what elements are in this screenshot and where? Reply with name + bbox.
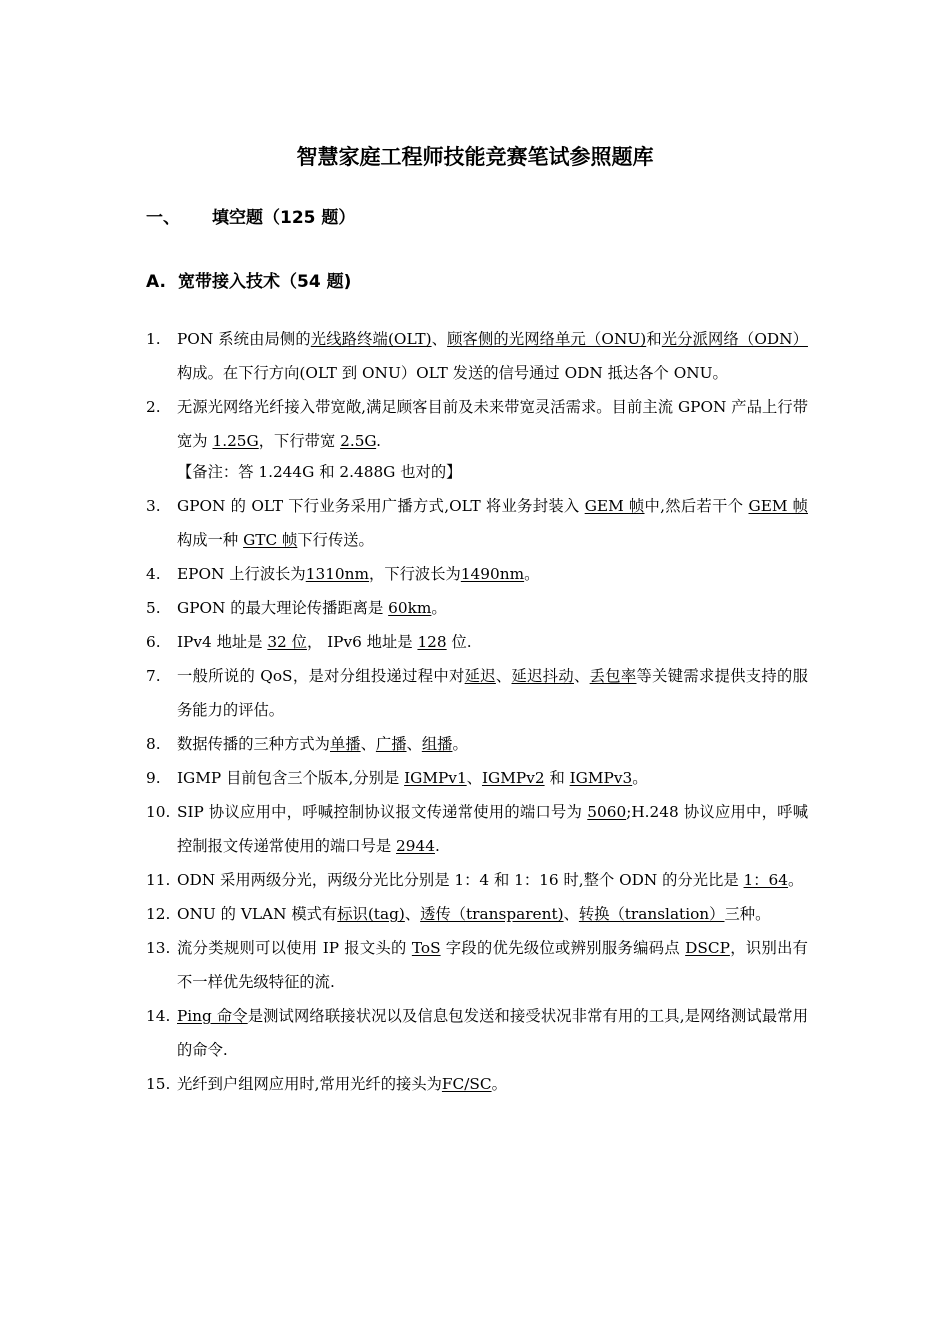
answer-blank: 128 (417, 633, 447, 651)
answer-blank: 延迟 (464, 667, 496, 685)
question-text-segment: 数据传播的三种方式为 (177, 735, 330, 753)
question-text-segment: IPv4 地址是 (177, 633, 268, 651)
subsection-heading-broadband (146, 270, 351, 294)
question-text-segment: 下行传送。 (297, 531, 374, 549)
answer-blank: 单播 (329, 735, 361, 753)
question-text-segment: 。 (491, 1075, 507, 1093)
answer-blank: 透传（transparent) (420, 905, 564, 923)
question-item (146, 999, 808, 1067)
answer-blank: 标识(tag) (337, 905, 405, 923)
question-text (177, 931, 808, 999)
question-text (177, 1067, 808, 1101)
page-title: 智慧家庭工程师技能竞赛笔试参照题库 (296, 145, 654, 169)
question-number: 9. (146, 769, 161, 787)
answer-blank: 顾客侧的光网络单元（ONU) (447, 330, 647, 348)
question-number: 8. (146, 735, 161, 753)
question-text-segment: 是测试网络联接状况以及信息包发送和接受状况非常有用的工具,是网络测试最常用的命令. (177, 1007, 808, 1059)
question-text (177, 999, 808, 1067)
question-item (146, 761, 808, 795)
answer-blank: DSCP (685, 939, 730, 957)
question-text-segment: EPON 上行波长为 (177, 565, 306, 583)
question-list (146, 322, 808, 1101)
answer-blank: 1490nm (460, 565, 525, 583)
question-text (177, 557, 808, 591)
answer-blank: 转换（translation） (578, 905, 725, 923)
question-text-segment: 流分类规则可以使用 IP 报文头的 (177, 939, 412, 957)
question-text-segment: 等关键需求提供支持的服务能力的评估。 (177, 667, 808, 719)
question-text-segment: ONU 的 VLAN 模式有 (177, 905, 338, 923)
question-text (177, 761, 808, 795)
answer-blank: 1：64 (743, 871, 789, 889)
question-text-segment: ，下行波长为 (369, 565, 461, 583)
question-text-segment: 一般所说的 QoS，是对分组投递过程中对 (177, 667, 465, 685)
question-text (177, 591, 808, 625)
answer-blank: IGMPv1 (404, 769, 467, 787)
question-number: 7. (146, 667, 161, 685)
question-item (146, 931, 808, 999)
question-text-segment: 和 (646, 330, 662, 348)
answer-blank: FC/SC (441, 1075, 492, 1093)
answer-blank: GEM 帧 (748, 497, 808, 515)
question-text (177, 727, 808, 761)
question-text-segment: 字段的优先级位或辨别服务编码点 (440, 939, 686, 957)
question-text (177, 489, 808, 557)
question-text-segment: 。 (788, 871, 804, 889)
question-number: 15. (146, 1075, 171, 1093)
question-item (146, 489, 808, 557)
question-item (146, 591, 808, 625)
question-text-segment: 、 (495, 667, 512, 685)
question-text-segment: 、 (563, 905, 579, 923)
answer-blank: 广播 (375, 735, 407, 753)
question-text-segment: 。 (524, 565, 540, 583)
answer-blank: 光线路终端(OLT) (310, 330, 432, 348)
question-item (146, 727, 808, 761)
question-item (146, 1067, 808, 1101)
question-text (177, 322, 808, 390)
question-number: 11. (146, 871, 171, 889)
answer-blank: 32 位 (267, 633, 307, 651)
question-text-segment: ;H.248 协议应用中，呼喊控制报文传递常使用的端口号是 (177, 803, 809, 855)
question-text-segment: 构成一种 (177, 531, 244, 549)
question-text (177, 863, 808, 897)
question-text (177, 795, 808, 863)
answer-blank: 延迟抖动 (511, 667, 574, 685)
question-text (177, 659, 808, 727)
question-text-segment: 和 (544, 769, 570, 787)
answer-blank: GEM 帧 (584, 497, 645, 515)
question-text-segment: GPON 的最大理论传播距离是 (177, 599, 389, 617)
question-text-segment: 三种。 (724, 905, 771, 923)
question-text-segment: ， IPv6 地址是 (306, 633, 418, 651)
question-text-segment: 、 (360, 735, 376, 753)
subsection-number: A. (146, 272, 166, 292)
answer-note: 【备注：答 1.244G 和 2.488G 也对的】 (177, 463, 462, 481)
question-text (177, 390, 808, 458)
answer-blank: Ping 命令 (177, 1007, 248, 1025)
question-number: 1. (146, 330, 161, 348)
question-text (177, 625, 808, 659)
question-item (146, 322, 808, 390)
question-text-segment: PON 系统由局侧的 (177, 330, 311, 348)
answer-blank: ToS (411, 939, 441, 957)
question-item (146, 863, 808, 897)
question-text-segment: 构成。在下行方向(OLT 到 ONU）OLT 发送的信号通过 ODN 抵达各个 ONU。 (177, 364, 728, 382)
question-item (146, 390, 808, 458)
question-text-segment: SIP 协议应用中，呼喊控制协议报文传递常使用的端口号为 (177, 803, 588, 821)
question-number: 13. (146, 939, 171, 957)
question-text-segment: 、 (466, 769, 482, 787)
question-number: 6. (146, 633, 161, 651)
question-text-segment: ，下行带宽 (258, 432, 341, 450)
question-number: 3. (146, 497, 161, 515)
answer-blank: 5060 (587, 803, 627, 821)
question-text-segment: 中,然后若干个 (644, 497, 749, 515)
question-text-segment: 、 (431, 330, 448, 348)
question-text-segment: 、 (404, 905, 421, 923)
section-heading-fill-blank (146, 206, 355, 230)
question-text-segment: ODN 采用两级分光，两级分光比分别是 1：4 和 1：16 时,整个 ODN 的分光比是 (177, 871, 744, 889)
question-number: 14. (146, 1007, 171, 1025)
question-text-segment: 光纤到户组网应用时,常用光纤的接头为 (177, 1075, 442, 1093)
answer-blank: GTC 帧 (243, 531, 298, 549)
question-text-segment: . (376, 432, 381, 450)
section-label: 填空题（125 题） (212, 208, 356, 228)
question-item (146, 659, 808, 727)
answer-blank: 组播 (421, 735, 453, 753)
question-text-segment: IGMP 目前包含三个版本,分别是 (177, 769, 405, 787)
question-text-segment: 。 (632, 769, 648, 787)
answer-blank: 1310nm (305, 565, 370, 583)
answer-blank: IGMPv3 (569, 769, 633, 787)
question-text-segment: 、 (406, 735, 422, 753)
answer-blank: 1.25G (212, 432, 259, 450)
answer-blank: 2944 (396, 837, 435, 855)
answer-blank: 丢包率 (589, 667, 637, 685)
question-text-segment: 无源光网络光纤接入带宽敞,满足顾客目前及未来带宽灵活需求。目前主流 GPON 产品上行带宽为 (177, 398, 808, 450)
question-item (146, 557, 808, 591)
question-text (177, 897, 808, 931)
subsection-label: 宽带接入技术（54 题) (178, 272, 352, 292)
answer-blank: 60km (388, 599, 432, 617)
question-text-segment: 、 (574, 667, 590, 685)
question-text-segment: 。 (452, 735, 468, 753)
question-item (146, 897, 808, 931)
question-text-segment: 位. (446, 633, 472, 651)
question-number: 12. (146, 905, 171, 923)
question-number: 10. (146, 803, 171, 821)
question-number: 2. (146, 398, 161, 416)
section-number: 一、 (146, 208, 180, 228)
question-item (146, 625, 808, 659)
answer-blank: 光分派网络（ODN） (661, 330, 808, 348)
question-number: 4. (146, 565, 161, 583)
question-item (146, 795, 808, 863)
question-text-segment: . (434, 837, 440, 855)
question-text-segment: GPON 的 OLT 下行业务采用广播方式,OLT 将业务封装入 (177, 497, 585, 515)
question-number: 5. (146, 599, 161, 617)
question-text-segment: 。 (431, 599, 447, 617)
answer-blank: 2.5G (340, 432, 377, 450)
answer-blank: IGMPv2 (481, 769, 545, 787)
question-text-segment: ，识别出有不一样优先级特征的流. (177, 939, 808, 991)
